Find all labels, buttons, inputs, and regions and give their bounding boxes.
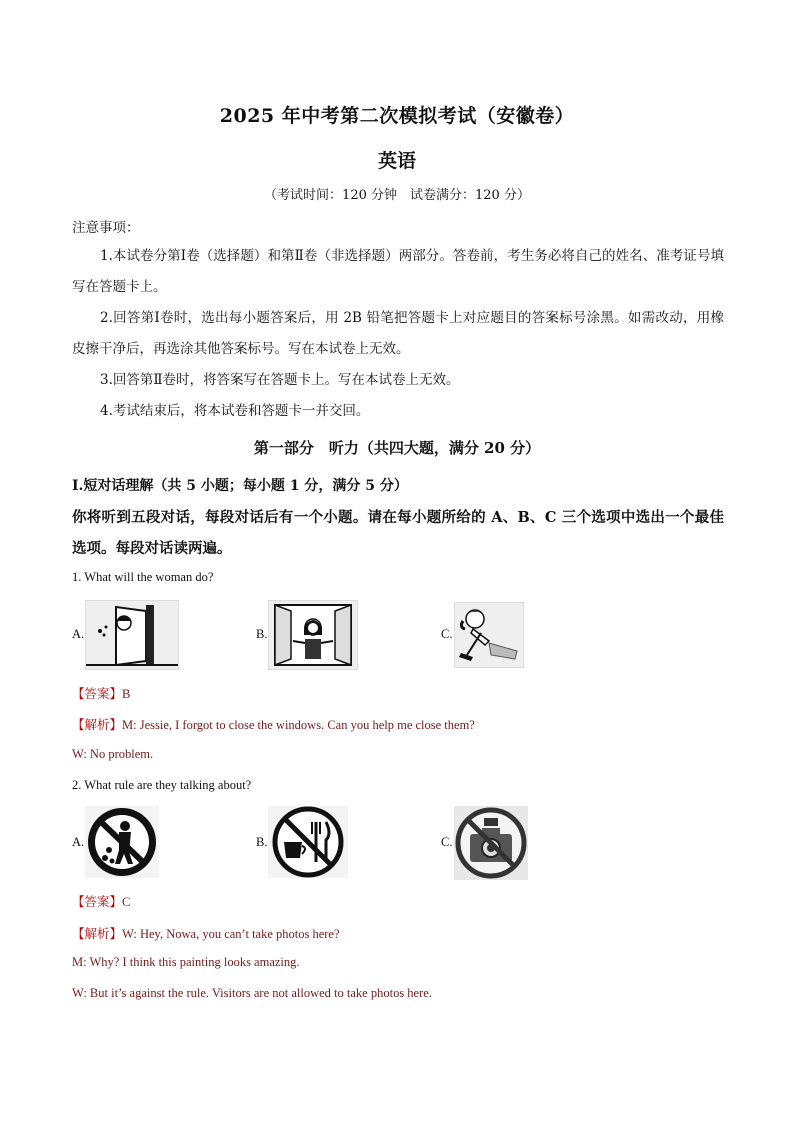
answer-tag: 【答案】 — [72, 686, 123, 701]
q2-analysis — [72, 924, 340, 942]
no-food-drink-icon — [268, 806, 348, 878]
answer-value: B — [122, 687, 131, 701]
q2-answer — [72, 892, 130, 910]
exam-title: 2025 年中考第二次模拟考试（安徽卷） — [219, 105, 575, 127]
section-heading: Ⅰ.短对话理解（共 5 小题；每小题 1 分，满分 5 分） — [72, 478, 408, 494]
subject-title: 英语 — [377, 150, 416, 172]
dialogue-line: W: Hey, Nowa, you can’t take photos here? — [122, 927, 340, 941]
q1-analysis — [72, 715, 475, 733]
q1-option-a-letter: A. — [72, 627, 85, 641]
part-heading: 第一部分 听力（共四大题，满分 20 分） — [253, 439, 541, 457]
dialogue-line: W: No problem. — [72, 747, 154, 761]
sweep-floor-icon — [454, 602, 524, 668]
answer-value: C — [122, 895, 131, 909]
note-item-2: 2.回答第Ⅰ卷时，选出每小题答案后，用 2B 铅笔把答题卡上对应题目的答案标号涂黑。如需改动，用橡皮擦干净后，再选涂其他答案标号。写在本试卷上无效。 — [72, 310, 724, 357]
notes-heading: 注意事项： — [72, 220, 140, 236]
exam-info: （考试时间：120 分钟 试卷满分：120 分） — [264, 188, 530, 203]
q2-option-b-letter: B. — [256, 835, 268, 849]
question-1-stem: 1. What will the woman do? — [72, 570, 214, 584]
q2-option-a-letter: A. — [72, 835, 85, 849]
note-item-1: 1.本试卷分第Ⅰ卷（选择题）和第Ⅱ卷（非选择题）两部分。答卷前，考生务必将自己的姓名、准考证号填写在答题卡上。 — [72, 248, 724, 295]
dialogue-line: W: But it’s against the rule. Visitors are not allowed to take photos here. — [72, 986, 432, 1000]
answer-tag: 【答案】 — [72, 894, 123, 909]
section-instruction: 你将听到五段对话，每段对话后有一个小题。请在每小题所给的 A、B、C 三个选项中选出一个最佳选项。每段对话读两遍。 — [72, 509, 724, 557]
question-2-stem: 2. What rule are they talking about? — [72, 778, 252, 792]
q1-option-c-letter: C. — [441, 627, 453, 641]
q2-option-c-letter: C. — [441, 835, 453, 849]
analysis-tag: 【解析】 — [72, 926, 123, 941]
note-item-4: 4.考试结束后，将本试卷和答题卡一并交回。 — [100, 403, 370, 419]
q1-option-b-letter: B. — [256, 627, 268, 641]
no-littering-icon — [85, 806, 159, 878]
close-window-icon — [268, 600, 358, 670]
no-photography-icon — [454, 806, 528, 880]
dialogue-line: M: Jessie, I forgot to close the windows. Can you help me close them? — [122, 718, 475, 732]
open-door-icon — [85, 600, 179, 670]
dialogue-line: M: Why? I think this painting looks amazing. — [72, 955, 300, 969]
analysis-tag: 【解析】 — [72, 717, 123, 732]
q1-answer — [72, 684, 130, 702]
note-item-3: 3.回答第Ⅱ卷时，将答案写在答题卡上。写在本试卷上无效。 — [100, 372, 460, 388]
